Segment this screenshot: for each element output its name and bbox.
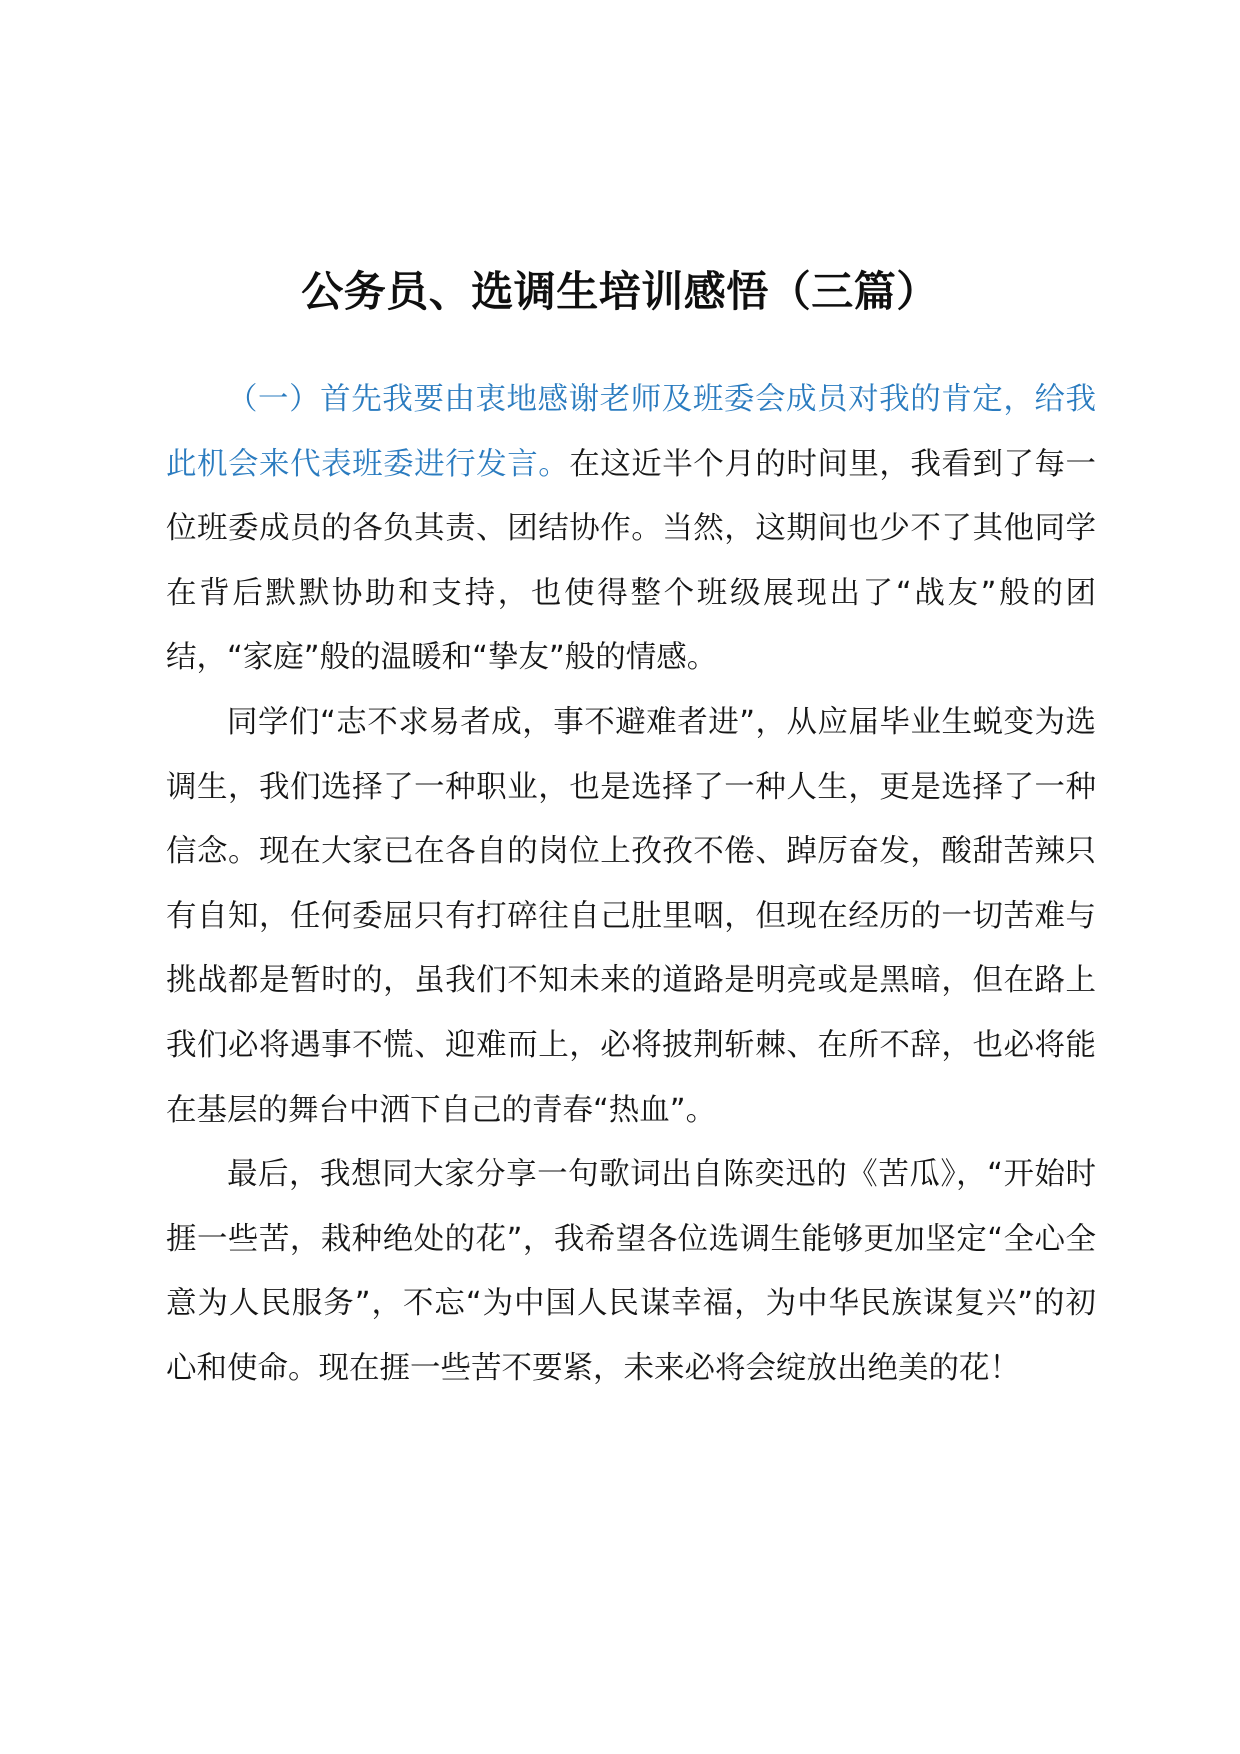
paragraph-3 (166, 1143, 1096, 1401)
paragraph-2-text: 同学们“志不求易者成，事不避难者进”，从应届毕业生蜕变为选调生，我们选择了一种职业，也是选择了一种人生，更是选择了一种信念。现在大家已在各自的岗位上孜孜不倦、踔厉奋发，酸甜苦辣只有自知，任何委屈只有打碎往自己肚里咽，但现在经历的一切苦难与挑战都是暂时的，虽我们不知未来的道路是明亮或是黑暗，但在路上我们必将遇事不慌、迎难而上，必将披荆斩棘、在所不辞，也必将能在基层的舞台中洒下自己的青春“热血”。 (166, 704, 1096, 1128)
document-body (166, 368, 1096, 1402)
paragraph-3-text: 最后，我想同大家分享一句歌词出自陈奕迅的《苦瓜》，“开始时捱一些苦，栽种绝处的花”，我希望各位选调生能够更加坚定“全心全意为人民服务”，不忘“为中国人民谋幸福，为中华民族谋复兴”的初心和使命。现在捱一些苦不要紧，未来必将会绽放出绝美的花！ (166, 1157, 1096, 1386)
paragraph-1 (166, 368, 1096, 691)
highlighted-opening-sentence: （一）首先我要由衷地感谢老师及班委会成员对我的肯定，给我此机会来代表班委进行发言。 (166, 382, 1096, 482)
document-title: 公务员、选调生培训感悟（三篇） (301, 267, 939, 316)
paragraph-1-text: 在这近半个月的时间里，我看到了每一位班委成员的各负其责、团结协作。当然，这期间也少不了其他同学在背后默默协助和支持，也使得整个班级展现出了“战友”般的团结，“家庭”般的温暖和“挚友”般的情感。 (166, 446, 1097, 676)
paragraph-2 (166, 691, 1096, 1143)
